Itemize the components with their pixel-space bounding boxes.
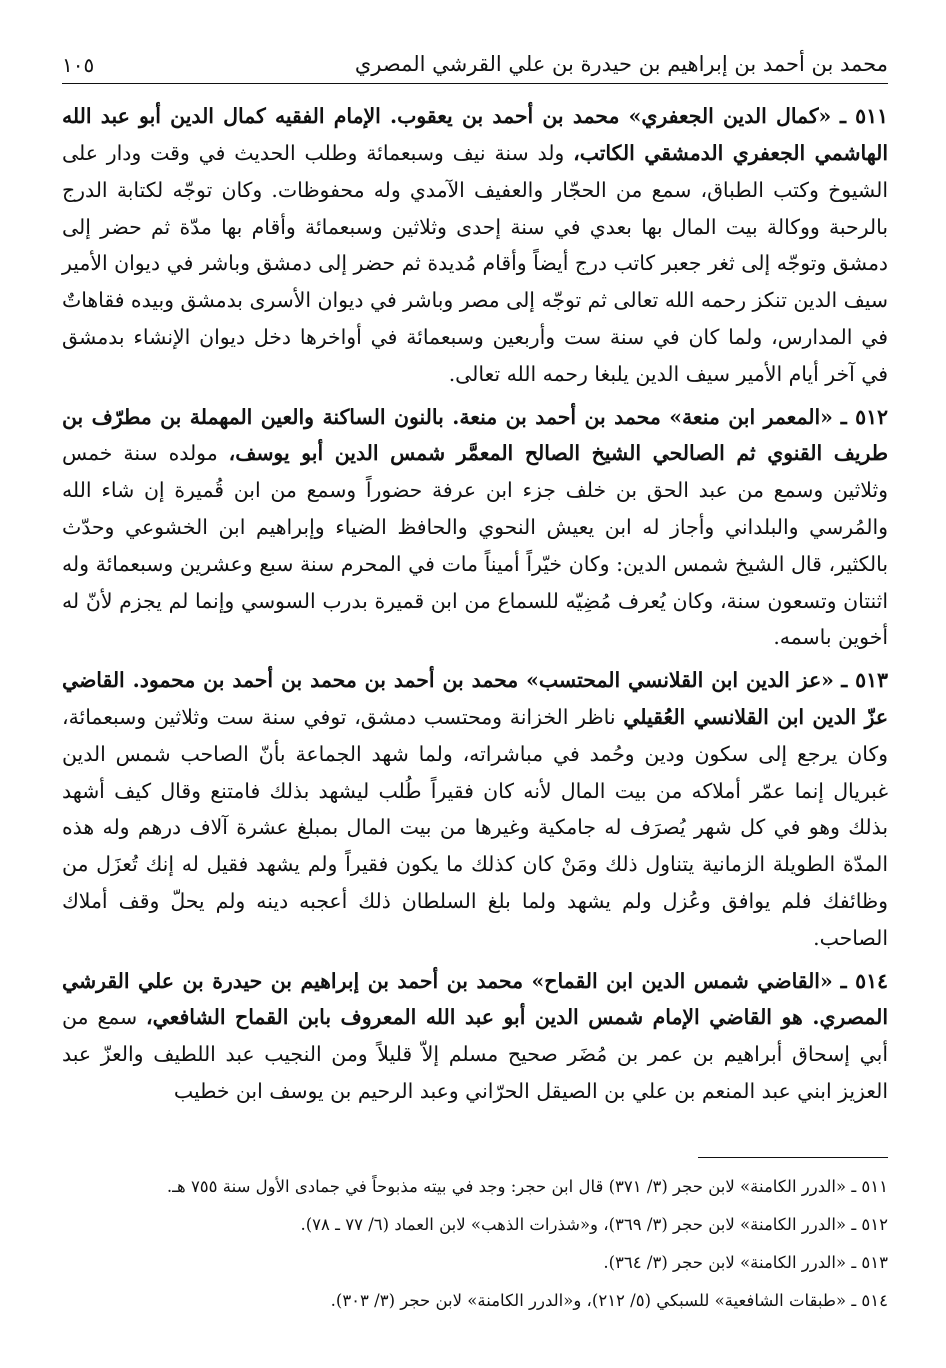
footnote-513: ٥١٣ ـ «الدرر الكامنة» لابن حجر (٣/ ٣٦٤).	[603, 1253, 888, 1272]
footnote-rule	[698, 1157, 888, 1158]
page-number: ١٠٥	[62, 53, 95, 78]
entry-number: ٥١٣ ـ	[841, 668, 889, 693]
entry-number: ٥١٢ ـ	[840, 404, 888, 429]
entry-number: ٥١١ ـ	[839, 104, 889, 129]
entry-512	[62, 399, 888, 657]
entry-text: سمع من أبي إسحاق أبراهيم بن عمر بن مُضَر صحيح مسلم إلاّ قليلاً ومن النجيب عبد اللطيف والعزّ عبد العزيز ابني عبد المنعم بن علي بن الصيقل الحرّاني وعبد الرحيم بن يوسف ابن خطيب	[62, 1005, 888, 1103]
entry-title: «كمال الدين الجعفري» محمد بن أحمد بن يعقوب. الإمام الفقيه كمال الدين أبو عبد الله الهاشمي الجعفري الدمشقي الكاتب،	[62, 104, 888, 165]
main-text	[62, 98, 888, 1110]
entry-text: مولده سنة خمس وثلاثين وسمع من عبد الحق بن خلف جزء ابن عرفة حضوراً وسمع من ابن قُميرة إن شاء الله والمُرسي والبلداني وأجاز له ابن يعيش النحوي والحافظ الضياء وإبراهيم ابن الخشوعي وحدّث بالكثير، قال الشيخ شمس الدين: وكان خيّراً أميناً مات في المحرم سنة سبع وعشرين وسبعمائة وله اثنتان وتسعون سنة، وكان يُعرف مُضِيّه للسماع من ابن قميرة بدرب السوسي وإنما لم يجزم لأنّ له أخوين باسمه.	[62, 441, 888, 650]
entry-514	[62, 963, 888, 1110]
entry-title: «القاضي شمس الدين ابن القماح» محمد بن أحمد بن إبراهيم بن حيدرة بن علي القرشي المصري. هو القاضي الإمام شمس الدين أبو عبد الله المعروف بابن القماح الشافعي،	[62, 968, 889, 1030]
running-header	[62, 52, 888, 81]
footnote-512: ٥١٢ ـ «الدرر الكامنة» لابن حجر (٣/ ٣٦٩)، و«شذرات الذهب» لابن العماد (٦/ ٧٧ ـ ٧٨).	[300, 1215, 888, 1234]
running-title: محمد بن أحمد بن إبراهيم بن حيدرة بن علي القرشي المصري	[354, 52, 888, 76]
footnotes	[62, 1157, 888, 1320]
entry-title: «عز الدين ابن القلانسي المحتسب» محمد بن أحمد بن محمد بن أحمد بن محمود. القاضي عزّ الدين ابن القلانسي العُقيلي	[62, 668, 888, 729]
page	[62, 52, 888, 1116]
footnote-514: ٥١٤ ـ «طبقات الشافعية» للسبكي (٥/ ٢١٢)، و«الدرر الكامنة» لابن حجر (٣/ ٣٠٣).	[330, 1291, 888, 1310]
entry-513	[62, 662, 888, 956]
footnote-511: ٥١١ ـ «الدرر الكامنة» لابن حجر (٣/ ٣٧١) قال ابن حجر: وجد في بيته مذبوحاً في جمادى الأول سنة ٧٥٥ هـ.	[166, 1177, 888, 1196]
header-rule	[62, 83, 888, 84]
entry-text: ولد سنة نيف وسبعمائة وطلب الحديث في وقت ودار على الشيوخ وكتب الطباق، سمع من الحجّار والعفيف الآمدي وله محفوظات. وكان توجّه لكتابة الدرج بالرحبة ووكالة بيت المال بها بعدي في سنة إحدى وثلاثين وسبعمائة وأقام بها مدّة ثم حضر إلى دمشق وتوجّه إلى ثغر جعبر كاتب درج أيضاً وأقام مُديدة ثم حضر إلى دمشق وباشر في ديوان الأمير سيف الدين تنكز رحمه الله تعالى ثم توجّه إلى مصر وباشر في ديوان الأسرى بدمشق وبيده فقاهاتٌ في المدارس، ولما كان في سنة ست وأربعين وسبعمائة في أواخرها دخل ديوان الإنشاء بدمشق في آخر أيام الأمير سيف الدين يلبغا رحمه الله تعالى.	[62, 140, 888, 386]
entry-title: «المعمر ابن منعة» محمد بن أحمد بن منعة. بالنون الساكنة والعين المهملة بن مطرّف بن طريف القنوي ثم الصالحي الشيخ الصالح المعمَّر شمس الدين أبو يوسف،	[62, 404, 889, 466]
entry-text: ناظر الخزانة ومحتسب دمشق، توفي سنة ست وثلاثين وسبعمائة، وكان يرجع إلى سكون ودين وحُمد في مباشراته، ولما شهد الجماعة بأنّ الصاحب شمس الدين غبريال إنما عمّر أملاكه من بيت المال لأنه كان فقيراً طُلب ليشهد بذلك فامتنع وقال كيف أشهد بذلك وهو في كل شهر يُصرَف له جامكية وغيرها من بيت المال بمبلغ عشرة آلاف درهم وله هذه المدّة الطويلة الزمانية يتناول ذلك ومَنْ كان كذلك ما يكون فقيراً ولم يشهد فقيل له إنك تُعزَل من وظائفك فلم يوافق وعُزل ولم يشهد ولما بلغ السلطان ذلك أعجبه دينه ولم يحلّ وقف أملاك الصاحب.	[62, 704, 888, 950]
entry-511	[62, 98, 888, 392]
entry-number: ٥١٤ ـ	[840, 968, 888, 993]
